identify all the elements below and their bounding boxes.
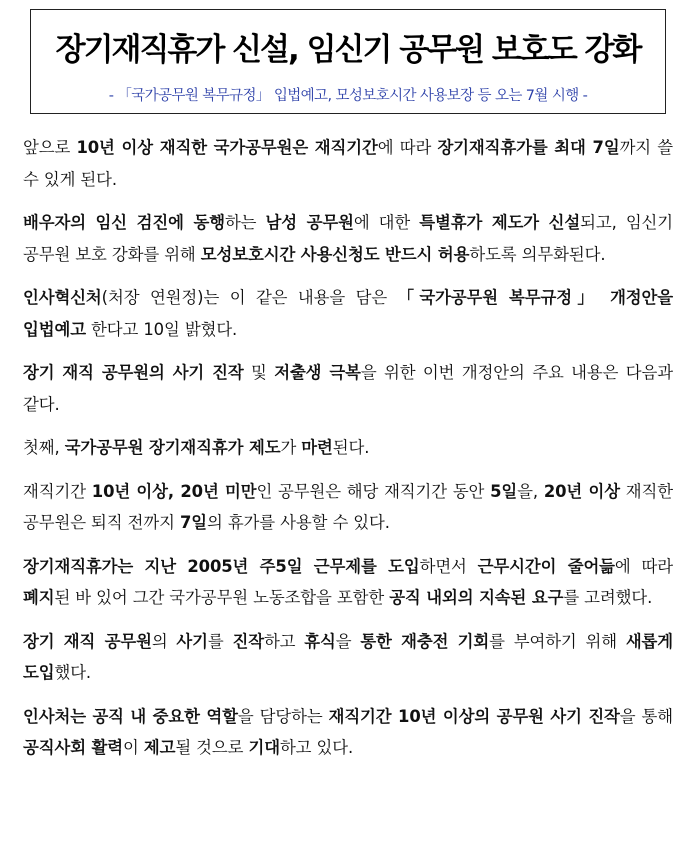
bold-text-run: 모성보호시간 사용신청도 반드시 허용 bbox=[200, 244, 470, 264]
text-run: 를 고려했다. bbox=[563, 588, 653, 607]
bold-text-run: 진작 bbox=[232, 631, 264, 651]
bold-text-run: 5일 bbox=[490, 481, 518, 501]
text-run: (처장 연원정)는 이 같은 내용을 담은 bbox=[101, 288, 398, 307]
text-run: 을 담당하는 bbox=[237, 706, 329, 726]
text-run: 된다. bbox=[332, 438, 370, 457]
text-run: 하고 있다. bbox=[279, 738, 354, 757]
bold-text-run: 인사혁신처 bbox=[23, 288, 102, 307]
text-run: 될 것으로 bbox=[175, 738, 249, 757]
text-run: 하고 bbox=[263, 631, 305, 651]
bold-text-run: 저출생 극복 bbox=[274, 363, 361, 382]
bold-text-run: 장기 재직 공무원 bbox=[23, 631, 152, 651]
bold-text-run: 근무시간이 줄어듦 bbox=[477, 556, 615, 576]
text-run: 을, bbox=[517, 481, 544, 501]
bold-text-run: 배우자의 임신 검진에 동행 bbox=[23, 213, 225, 232]
bold-text-run: 통한 재충전 기회 bbox=[360, 631, 490, 651]
text-run: 의 bbox=[151, 631, 177, 651]
text-run: 까지 쓸 수 있게 된다. bbox=[23, 138, 674, 189]
bold-text-run: 새롭게 도입 bbox=[23, 631, 674, 682]
paragraph-1 bbox=[23, 132, 673, 195]
bold-text-run: 「국가공무원 복무규정」 개정안을 입법예고 bbox=[23, 288, 673, 339]
article-body bbox=[23, 132, 673, 776]
text-run: 의 휴가를 사용할 수 있다. bbox=[206, 513, 390, 532]
paragraph-8 bbox=[23, 626, 673, 689]
text-run: 및 bbox=[243, 363, 275, 382]
paragraph-2 bbox=[23, 207, 673, 270]
bold-text-run: 기대 bbox=[248, 738, 280, 757]
bold-text-run: 10년 이상 재직한 국가공무원은 재직기간 bbox=[76, 138, 378, 157]
paragraph-9 bbox=[23, 701, 673, 764]
text-run: 에 따라 bbox=[614, 556, 673, 576]
text-run: 를 부여하기 위해 bbox=[489, 631, 626, 651]
bold-text-run: 인사처는 공직 내 중요한 역할 bbox=[23, 706, 238, 726]
bold-text-run: 재직기간 10년 이상의 공무원 사기 진작 bbox=[328, 706, 620, 726]
paragraph-3 bbox=[23, 282, 673, 345]
text-run: 하도록 의무화된다. bbox=[469, 244, 606, 264]
paragraph-5 bbox=[23, 432, 673, 464]
bold-text-run: 공직사회 활력 bbox=[23, 738, 124, 757]
text-run: 를 bbox=[207, 631, 233, 651]
text-run: 을 위한 이번 개정안의 주요 내용은 다음과 같다. bbox=[23, 363, 673, 414]
bold-text-run: 10년 이상, 20년 미만 bbox=[91, 481, 257, 501]
text-run: 에 따라 bbox=[377, 138, 438, 157]
bold-text-run: 폐지 bbox=[23, 588, 55, 607]
text-run: 했다. bbox=[54, 663, 92, 682]
page-title: 장기재직휴가 신설, 임신기 공무원 보호도 강화 bbox=[55, 32, 641, 68]
bold-text-run: 공직 내외의 지속된 요구 bbox=[389, 588, 564, 607]
bold-text-run: 7일 bbox=[179, 513, 207, 532]
paragraph-7 bbox=[23, 551, 673, 614]
text-run: 재직기간 bbox=[23, 481, 92, 501]
text-run: 되고, 임신기 공무원 보호 강화를 위해 bbox=[23, 213, 674, 264]
paragraph-4 bbox=[23, 357, 673, 420]
text-run: 앞으로 bbox=[23, 138, 77, 157]
text-run: 하는 bbox=[224, 213, 266, 232]
text-run: 첫째, bbox=[23, 438, 65, 457]
text-run: 재직한 공무원은 퇴직 전까지 bbox=[23, 481, 673, 532]
bold-text-run: 국가공무원 장기재직휴가 제도 bbox=[64, 438, 281, 457]
text-run: 을 통해 bbox=[619, 706, 674, 726]
bold-text-run: 20년 이상 bbox=[543, 481, 620, 501]
text-run: 가 bbox=[280, 438, 302, 457]
headline-box bbox=[30, 9, 666, 114]
bold-text-run: 휴식 bbox=[304, 631, 336, 651]
bold-text-run: 장기 재직 공무원의 사기 진작 bbox=[23, 363, 244, 382]
bold-text-run: 특별휴가 제도가 신설 bbox=[419, 213, 581, 232]
text-run: 된 바 있어 그간 국가공무원 노동조합을 포함한 bbox=[54, 588, 390, 607]
text-run: 하면서 bbox=[419, 556, 478, 576]
paragraph-6 bbox=[23, 476, 673, 539]
text-run: 한다고 10일 밝혔다. bbox=[85, 319, 238, 339]
bold-text-run: 사기 bbox=[176, 631, 208, 651]
text-run: 인 공무원은 해당 재직기간 동안 bbox=[256, 481, 491, 501]
bold-text-run: 마련 bbox=[301, 438, 333, 457]
page-subtitle: - 「국가공무원 복무규정」 입법예고, 모성보호시간 사용보장 등 오는 7월 시행 - bbox=[108, 88, 588, 104]
bold-text-run: 장기재직휴가를 최대 7일 bbox=[437, 138, 620, 157]
text-run: 을 bbox=[335, 631, 361, 651]
text-run: 에 대한 bbox=[353, 213, 420, 232]
bold-text-run: 남성 공무원 bbox=[265, 213, 354, 232]
bold-text-run: 제고 bbox=[143, 738, 176, 757]
text-run: 이 bbox=[123, 738, 144, 757]
bold-text-run: 장기재직휴가는 지난 2005년 주5일 근무제를 도입 bbox=[23, 556, 420, 576]
